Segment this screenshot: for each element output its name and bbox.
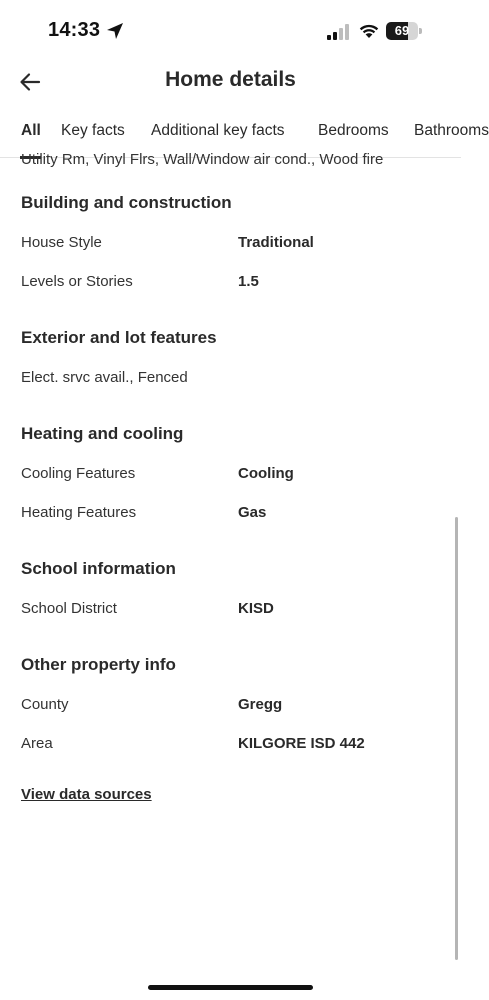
row-label-area: Area [21, 735, 53, 752]
battery-percent: 69 [394, 23, 410, 38]
battery-icon [386, 22, 422, 40]
row-label-cooling: Cooling Features [21, 465, 136, 482]
status-bar [0, 0, 461, 60]
battery-tip [419, 28, 422, 34]
scrollbar[interactable] [455, 517, 458, 960]
row-value-house-style: Traditional [238, 234, 314, 251]
row-value-cooling: Cooling [238, 465, 294, 482]
section-title-exterior: Exterior and lot features [21, 328, 217, 347]
tab-key-facts[interactable]: Key facts [61, 122, 125, 139]
view-data-sources-link[interactable]: View data sources [21, 786, 152, 803]
wifi-icon [358, 21, 380, 39]
battery-body [386, 22, 418, 40]
row-value-school-district: KISD [238, 600, 274, 617]
details-content[interactable] [0, 151, 461, 1000]
cut-off-feature-text: Utility Rm, Vinyl Flrs, Wall/Window air cond., Wood fire [21, 151, 384, 168]
row-value-county: Gregg [238, 696, 283, 713]
header [0, 58, 461, 104]
row-label-school-district: School District [21, 600, 117, 617]
section-title-building: Building and construction [21, 193, 232, 212]
cellular-signal-icon [326, 24, 350, 40]
tab-bedrooms[interactable]: Bedrooms [318, 122, 389, 139]
row-label-county: County [21, 696, 69, 713]
tab-bathrooms[interactable]: Bathrooms [414, 122, 489, 139]
status-time: 14:33 [48, 19, 101, 41]
row-label-levels: Levels or Stories [21, 273, 133, 290]
home-indicator[interactable] [148, 985, 313, 990]
tab-additional-key-facts[interactable]: Additional key facts [151, 122, 285, 139]
exterior-features-text: Elect. srvc avail., Fenced [21, 369, 188, 386]
row-value-area: KILGORE ISD 442 [238, 735, 365, 752]
section-title-other: Other property info [21, 655, 176, 674]
row-label-house-style: House Style [21, 234, 102, 251]
row-label-heating: Heating Features [21, 504, 137, 521]
section-title-school: School information [21, 559, 176, 578]
row-value-levels: 1.5 [238, 273, 259, 290]
location-arrow-icon [106, 22, 124, 40]
section-title-heating: Heating and cooling [21, 424, 184, 443]
page-title: Home details [165, 68, 296, 91]
row-value-heating: Gas [238, 504, 267, 521]
tab-all[interactable]: All [21, 122, 41, 139]
